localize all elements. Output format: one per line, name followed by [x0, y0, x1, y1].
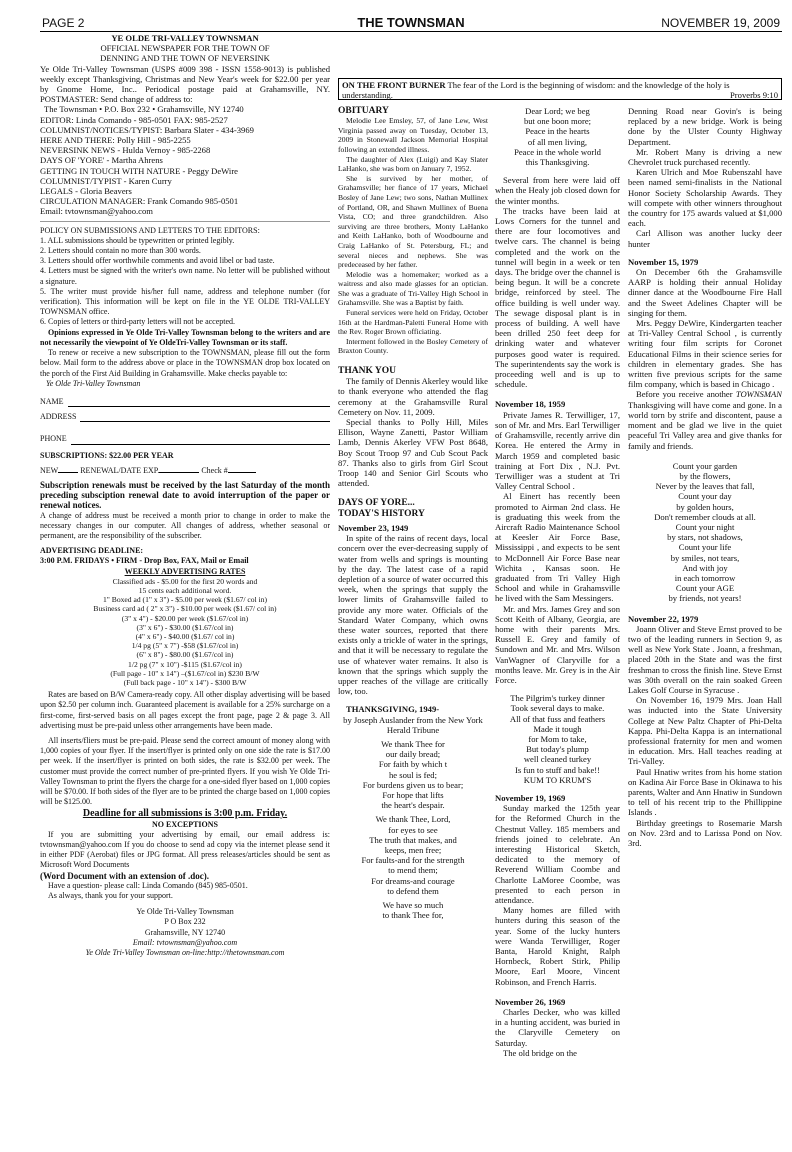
issue-date: NOVEMBER 19, 2009 — [661, 16, 780, 30]
ad-rate: Business card ad ( 2" x 3") - $10.00 per week ($1.67/ col in) — [93, 604, 277, 614]
ad-rate: 1/2 pg (7" x 10") -$115 ($1.67/col in) — [128, 659, 242, 669]
thanksgiving-poem-cont — [495, 106, 620, 167]
col4-para: Mr. Robert Many is driving a new Chevrolet truck purchased recently. — [628, 146, 782, 168]
form-phone-line[interactable] — [71, 436, 330, 445]
page-number: PAGE 2 — [42, 16, 85, 30]
policy-item: 2. Letters should contain no more than 300 words. — [40, 246, 201, 256]
staff-line: EDITOR: Linda Comando - 985-0501 FAX: 985-2527 — [40, 114, 228, 125]
footer-website[interactable]: Ye Olde Tri-Valley Townsman on-line:http://thetownsman.com — [85, 948, 285, 958]
ad-rate: 1" Boxed ad (1" x 3") - $5.00 per week ($1.67/ col in) — [102, 595, 268, 605]
poem-line: The Pilgrim's turkey dinner — [510, 693, 605, 704]
poem-line: The truth that makes, and — [369, 834, 457, 845]
obituary-para: The daughter of Alex (Luigi) and Kay Slater LaHanko, she was born on January 7, 1952. — [338, 154, 488, 174]
address-change-notice: A change of address must be received a month prior to change in order to make the necessary changes in our computer. All changes of address, whether seasonal or permanent, are the responsibility of the subscriber. — [40, 510, 330, 540]
ad-rates-list — [40, 577, 330, 687]
poem-line: well cleaned turkey — [523, 754, 592, 765]
poem-line: Count your AGE — [675, 583, 735, 594]
camera-ready-note: Rates are based on B/W Camera-ready copy. All other display advertising will be based upon $2.50 per column inch. Guaranteed placement is available for a 25% surcharge on a first-come, first-served basis on all pages except the front page, page 2 & page 3. All advertising must be pre-paid unless other arrangements have been made. — [40, 690, 330, 730]
thanks-line: As always, thank you for your support. — [48, 891, 173, 901]
obituary-para: Interment followed in the Bosley Cemetery of Braxton County. — [338, 336, 488, 356]
policy-item: 4. Letters must be signed with the writer's own name. No letter will be published without a signature. — [40, 266, 330, 286]
poem-line: he soul is fed; — [389, 769, 437, 780]
poem-line: Is fun to stuff and bake!! — [514, 764, 601, 775]
col3-para: Many homes are filled with hunters during this season of the year. Some of the lucky hunters were Wanda Terwilliger, Roger Banta, Harold Knight, Ralph Hornbeck, Robert Stirk, Philip Moore, Earl Moore, Vincent Robinson, and French Harris. — [495, 905, 620, 987]
col4-para: Mrs. Peggy DeWire, Kindergarten teacher at Tri-Valley Central School , is currently writing four film scripts for Coronet Educational Films in their science series for children in elementary grades. She has written five previous scripts for the same film company, which is based in Chicago . — [628, 318, 782, 390]
poem-line: our daily bread; — [385, 749, 441, 760]
ad-rate: (3" x 4") - $20.00 per week ($1.67/col in) — [121, 613, 249, 623]
poem-line: For dreams-and courage — [371, 875, 455, 886]
count-poem — [628, 461, 782, 604]
ad-rate: 15 cents each additional word. — [138, 585, 232, 595]
policy-item: 3. Letters should offer worthwhile comments and avoid libel or bad taste. — [40, 256, 275, 266]
poem-line: but one boon more; — [523, 116, 592, 127]
col4-para: Joann Oliver and Steve Ernst proved to be two of the leading runners in Section 9, as well as New York State . Joann, a freshman, placed 20th in the State and was the first freshman to cross the finish line. Steve Ernst was 30th overall on the rain soaked Green Lakes Golf Course in Syracuse . — [628, 623, 782, 695]
policy-item: 5. The writer must provide his/her full name, address and telephone number (for verification). This information will be kept on file in the YE OLDE TRI-VALLEY TOWNSMAN office. — [40, 286, 330, 317]
col4-para: Birthday greetings to Rosemarie Marsh on Nov. 23rd and to Larissa Pond on Nov. 3rd. — [628, 817, 782, 849]
obituary-body — [338, 116, 488, 356]
yore-title: DAYS OF YORE... — [338, 498, 415, 509]
ad-rate: (6" x 8") - $80.00 ($1.67/col in) — [136, 650, 234, 660]
payable-to: Ye Olde Tri-Valley Townsman — [46, 378, 141, 388]
poem-line: And with joy — [682, 562, 728, 573]
deadline-all: Deadline for all submissions is 3:00 p.m. Friday. — [82, 808, 288, 820]
poem-line: the heart's despair. — [381, 800, 445, 811]
masthead-column — [40, 33, 330, 958]
poem-line: Count your day — [678, 491, 732, 502]
col4-para: On November 16, 1979 Mrs. Joan Hall was inducted into the State University College at New Paltz Chapter of Phi-Delta Kappa. Phi-Delta Kappa is an international professional fraternity for men and women in education. Mrs. Hall teaches reading at Tri-Valley. — [628, 695, 782, 767]
history-column-2 — [628, 106, 782, 848]
col3-date: November 19, 1969 — [495, 793, 566, 803]
poem-line: Made it tough — [533, 723, 582, 734]
turkey-poem — [495, 693, 620, 785]
front-burner-box — [338, 78, 782, 100]
form-address-label: ADDRESS — [40, 412, 77, 422]
poem-line: For hope that lifts — [382, 789, 444, 800]
ad-rate: (Full back page - 10" x 14") - $300 B/W — [123, 677, 247, 687]
masthead-sub1: OFFICIAL NEWSPAPER FOR THE TOWN OF — [100, 43, 270, 54]
col4-para: Denning Road near Govin's is being replaced by a new bridge. Work is being done by the Ulster County Highway Department. — [628, 106, 782, 147]
col4-text: Thanksgiving will have come and gone. In a world torn by strife and discontent, pause a moment and be glad we live in the quiet peaceful Tri Valley area and give thanks for family and friends. — [628, 399, 782, 451]
staff-line: COLUMNIST/TYPIST - Karen Curry — [40, 175, 172, 186]
poem-line: by friends, not years! — [668, 593, 742, 604]
poem-line: by stars, not shadows, — [667, 532, 743, 543]
form-name-label: NAME — [40, 396, 64, 406]
obituary-para: Melodie Lee Emsley, 57, of Jane Lew, West Virginia passed away on Tuesday, October 13, 2009 in Stonewall Jackson Memorial Hospital following an extended illness. — [338, 116, 488, 154]
poem-line: for Mom to take, — [528, 733, 587, 744]
poem-line: by smiles, not tears, — [670, 552, 740, 563]
staff-list — [40, 115, 330, 217]
staff-line: LEGALS - Gloria Beavers — [40, 186, 132, 197]
col3-para: The old bridge on the — [503, 1047, 577, 1058]
poem-line: by golden hours, — [676, 501, 734, 512]
question-line: Have a question- please call: Linda Comando (845) 985-0501. — [48, 880, 248, 890]
ad-deadline: 3:00 P.M. FRIDAYS • FIRM - Drop Box, FAX, Mail or Email — [40, 556, 249, 566]
staff-line: NEVERSINK NEWS - Hulda Vernoy - 985-2268 — [40, 145, 211, 156]
poem-line: Peace in the hearts — [525, 126, 590, 137]
footer-line: Grahamsville, NY 12740 — [144, 927, 226, 937]
col4-para: Paul Hnatiw writes from his home station on Kadina Air Force Base in Okinawa to his parents, Walter and Ann Hnatiw in Sundown to tell of his recent trip to the Phillippine Islands . — [628, 766, 782, 818]
thanksgiving-poem — [338, 739, 488, 920]
poem-line: But today's plump — [526, 744, 589, 755]
poem-line: Count your life — [678, 542, 732, 553]
masthead-sub2: DENNING AND THE TOWN OF NEVERSINK — [100, 53, 270, 64]
front-burner-ref: Proverbs 9:10 — [730, 90, 778, 100]
col3-para: Several from here were laid off when the Healy job closed down for the winter months. — [495, 175, 620, 206]
col3-para: The tracks have been laid at Lows Corners for the tunnel and there are four locomotives and twelve cars. The channel is being completed and the work on the tunnel will begin in a week or ten days. The bridge over the channel is being begun. It will be a concrete bridge, reinforced by steel. The office building is well under way. The sewage disposal plant is in process of building. A well have been drilled 250 feet deep for drinking water and whatever purposes good water is required. The superintendents say the work is proceeding well and is up to schedule. — [495, 205, 620, 390]
policy-item: 6. Copies of letters or third-party letters will not be accepted. — [40, 317, 236, 327]
ad-rates-title: WEEKLY ADVERTISING RATES — [124, 566, 246, 576]
footer-line: P O Box 232 — [164, 917, 206, 927]
ad-rate: (4" x 6") - $40.00 ($1.67/ col in) — [135, 631, 235, 641]
inserts-note: All inserts/fliers must be pre-paid. Please send the correct amount of money along with 1,000 copies of your flyer. If the insert/flyer is printed only on one side the rate is $17.00 per week. If the insert/flyer is printed on both sides, the rate is $32.00 per week. The customer must provide the correct number of pre-printed flyers. If you wish Ye Olde Tri-Valley Townsman to print the flyers the charge for a one-sided flyer based on 1,000 copies will be $70.00. If both sides of the flyer are to be printed the charge based on 1,000 copies will be $125.00. — [40, 736, 330, 807]
poem-line: in each tomorrow — [674, 572, 736, 583]
form-check-label: Check # — [201, 465, 228, 475]
col4-para: Karen Ulrich and Moe Rubenszahl have been named semi-finalists in the National Honor Society Scholarship Awards. They will compete with other winners throughout the country for 175 awards valued at $1,000 each. — [628, 167, 782, 229]
history-column — [495, 106, 620, 1058]
masthead-para: Ye Olde Tri-Valley Townsman (USPS #009 398 - ISSN 1558-9013) is published weekly except Thanksgiving, Christmas and New Year's week for $22.00 per year by Gnome Home, Inc.. Periodical postage paid at Grahamsville, NY. POSTMASTER: Send change of address to: — [40, 63, 330, 105]
divider — [40, 221, 330, 222]
col3-para: Sunday marked the 125th year for the Reformed Church in the Chestnut Valley. 185 members and friends joined to celebrate. An interesting Historical Sketch, dedicated to the memory of Reverend William Coombe and Charlotte LaMoree Coombe, was presented to each person in attendance. — [495, 803, 620, 906]
staff-line: GETTING IN TOUCH WITH NATURE - Peggy DeWire — [40, 165, 238, 176]
poem-line: Count your night — [675, 521, 735, 532]
ad-rate: 1/4 pg (5" x 7") -$58 ($1.67/col in) — [131, 641, 239, 651]
col3-para: Al Einert has recently been promoted to Airman 2nd class. He is graduating this week from the Aircraft Radio Maintenance School at Keesler Air Force Base, Mississippi , and expects to be sent to McDonnell Air Force Base near Wichita , Kansas soon. He graduated from Tri Valley High School and while in Grahamsville he lived with the Sam Messingers. — [495, 491, 620, 604]
thank-you-para: The family of Dennis Akerley would like to thank everyone who attended the flag ceremony at the Grahamsville Rural Cemetery on Nov. 11, 2009. — [338, 376, 488, 417]
policy-item: 1. ALL submissions should be typewritten or printed legibly. — [40, 235, 235, 245]
no-exceptions: NO EXCEPTIONS — [151, 819, 218, 829]
obituary-para: Funeral services were held on Friday, October 16th at the Hardman-Paletti Funeral Home with the Rev. Roger Brown officiating. — [338, 308, 488, 337]
poem-line: Never by the leaves that fall, — [655, 481, 755, 492]
col4-text: Before you receive another — [636, 389, 733, 400]
opinion-notice: Opinions expressed in Ye Olde Tri-Valley Townsman belong to the writers and are not necessarily the viewpoint of Ye OldeTri-Valley Townsman or its staff. — [40, 327, 330, 347]
col3-para: Private James R. Terwilliger, 17, son of Mr. and Mrs. Earl Terwilliger of Grahamsville, recently arrive din Korea. He entered the Army in March 1959 and completed basic training at Fort Dix , N.J. Pvt. Terwilliger was a student at Tri Valley Central School . — [495, 409, 620, 492]
poem-line: For faults-and for the strength — [361, 855, 465, 866]
col3-date: November 18, 1959 — [495, 399, 566, 410]
poem-line: We thank Thee, Lord, — [375, 814, 451, 825]
poem-line: For burdens given us to bear; — [362, 779, 464, 790]
yore-subtitle: TODAY'S HISTORY — [338, 508, 425, 519]
col3-date: November 26, 1969 — [495, 996, 566, 1007]
yore-date: November 23, 1949 — [338, 522, 409, 533]
poem-line: this Thanksgiving. — [525, 157, 590, 168]
poem-line: to thank Thee for, — [382, 910, 444, 921]
obituary-column — [338, 106, 488, 920]
form-phone-row — [40, 434, 330, 444]
poem-line: of all men living, — [527, 136, 588, 147]
staff-email: Email: tvtownsman@yahoo.com — [40, 206, 153, 217]
poem-line: Peace in the whole world — [514, 146, 601, 157]
form-phone-label: PHONE — [40, 434, 67, 444]
ad-rate: (3" x 6") - $30.00 ($1.67/col in) — [136, 622, 234, 632]
col3-para: Mr. and Mrs. James Grey and son Scott Keith of Albany, Georgia, are home with their parents Mrs. Russell E. Grey and family of Sundown and Mr. and Mrs. Wilson VanWagner of Claryville for a months leave. Mr. Grey is in the Air Force. — [495, 603, 620, 685]
paper-title: THE TOWNSMAN — [357, 15, 465, 30]
form-address-line[interactable] — [80, 413, 330, 422]
poem-line: Dear Lord; we beg — [525, 106, 590, 116]
thank-you-para: Special thanks to Polly Hill, Miles Ellison, Wayne Zanetti, Pastor William Lamb, Dennis Akerley VFW Post 8648, Boy Scout Troop 97 and Cub Scout Pack 87. Thanks also to girls from Girl Scout Troop 140 and Senior Girl Scouts who attended. — [338, 417, 488, 489]
policy-title: POLICY ON SUBMISSIONS AND LETTERS TO THE EDITORS: — [40, 225, 260, 235]
renewal-notice: Subscription renewals must be received by the last Saturday of the month preceding subsciption renewal date to avoid interruption of the paper or renewal notices. — [40, 479, 330, 511]
page-header — [40, 16, 782, 32]
footer-email[interactable]: Email: tvtownsman@yahoo.com — [132, 937, 238, 947]
col4-date: November 22, 1979 — [628, 613, 699, 624]
ad-rate: Classified ads - $5.00 for the first 20 words and — [112, 576, 258, 586]
masthead-name: YE OLDE TRI-VALLEY TOWNSMAN — [111, 33, 259, 43]
poem-line: KUM TO KRUM'S — [523, 774, 592, 785]
form-new-label: NEW — [40, 465, 59, 475]
poem-line: to defend them — [387, 885, 439, 896]
ad-rate: (Full page - 10" x 14") –($1.67/col in) $230 B/W — [110, 668, 260, 678]
col4-date: November 15, 1979 — [628, 256, 699, 267]
col4-para: Carl Allison was another lucky deer hunter — [628, 228, 782, 249]
col4-townsman: TOWNSMAN — [735, 389, 782, 400]
thank-you-title: THANK YOU — [338, 366, 396, 377]
form-renewal-row — [40, 466, 330, 476]
poem-line: by the flowers, — [679, 470, 731, 481]
form-name-row — [40, 397, 330, 407]
poem-line: We have so much — [382, 900, 444, 910]
thanksgiving-byline: by Joseph Auslander from the New York Herald Tribune — [343, 714, 483, 735]
front-burner-text: The fear of the Lord is the beginning of wisdom: and the knowledge of the holy is understanding. — [342, 80, 730, 100]
col3-para: Charles Decker, who was killed in a hunting accident, was buried in the Claryville Cemetery on Saturday. — [495, 1007, 620, 1048]
footer-address — [40, 907, 330, 958]
poem-line: keeps, men free; — [384, 844, 442, 855]
staff-line: CIRCULATION MANAGER: Frank Comando 985-0501 — [40, 196, 239, 207]
poem-line: Don't remember clouds at all. — [654, 511, 756, 522]
poem-line: for eyes to see — [388, 824, 438, 835]
subscription-price: SUBSCRIPTIONS: $22.00 PER YEAR — [40, 450, 174, 460]
renew-instructions: To renew or receive a new subscription to the TOWNSMAN, please fill out the form below. Mail form to the address above or place in the TOWNSMAN drop box located on the porch of the First Aid Building in Grahamsville. Make checks payable to: — [40, 348, 330, 378]
footer-line: Ye Olde Tri-Valley Townsman — [136, 907, 234, 917]
poem-line: Took several days to make. — [510, 703, 605, 714]
masthead-address: The Townsman • P.O. Box 232 • Grahamsville, NY 12740 — [44, 104, 244, 115]
col4-para — [628, 389, 782, 450]
poem-line: to mend them; — [388, 865, 438, 876]
col4-para: On December 6th the Grahamsville AARP is holding their annual Holiday dinner dance at the Woodbourne Fire Hall and the Sweet Adelines Chapter will be singing for them. — [628, 267, 782, 318]
yore-para: In spite of the rains of recent days, local concern over the ever-decreasing supply of water from wells and springs is mounting by the day. The latest case of a rapid depletion of a source of water occurred this week, when the springs that supply the lower limits of Grahamsville failed to provide any more water. Officials of the Standard Water Company, which owns these water sources, reported that there exists only a trickle of water in the springs, and that it will be necessary to regulate the use of whatever water remains. It also is known that the springs which supply the upper reaches of the village are critically low, too. — [338, 533, 488, 697]
poem-line: All of that fuss and feathers — [509, 713, 606, 724]
word-doc-note: (Word Document with an extension of .doc). — [40, 870, 209, 881]
obituary-title: OBITUARY — [338, 106, 389, 116]
obituary-para: Melodie was a homemaker; worked as a waitress and also made glasses for an optician. She was a graduate of Tri-Valley High School in Grahamsville. She was a Baptist by faith. — [338, 269, 488, 308]
email-note: If you are submitting your advertising by email, our email address is: tvtownsman@yahoo.com If you do choose to send ad copy via the internet please send it in either PDF (Aerobat) files or JPG format. All press releases/articles should be sent as Microsoft Word Documents — [40, 829, 330, 870]
staff-line: DAYS OF 'YORE' - Martha Ahrens — [40, 155, 163, 166]
thanksgiving-title: THANKSGIVING, 1949- — [346, 704, 440, 715]
form-renewal-label: RENEWAL/DATE EXP. — [80, 465, 160, 475]
staff-line: HERE AND THERE: Polly Hill - 985-2255 — [40, 135, 191, 146]
form-address-row — [40, 412, 330, 422]
obituary-para: She is survived by her mother, of Grahamsville; her fiance of 17 years, Michael Bosley of Jane Lew; two sons, Nathan Mullinex of Portland, OR, and Shawn Mullinex of Buena Vista, CO; and three grandchildren. Also surviving are three brothers, Monty LaHanko and Keith LaHanko, both of Woodbourne and Craig LaHanko of St. Petersburg, FL; and several nieces and nephews. She was predeceased by her father. — [338, 173, 488, 270]
poem-line: For faith by which t — [378, 759, 448, 770]
poem-line: We thank Thee for — [381, 738, 445, 749]
ad-deadline-title: ADVERTISING DEADLINE: — [40, 546, 144, 556]
form-name-line[interactable] — [68, 398, 330, 407]
poem-line: Count your garden — [672, 460, 738, 471]
front-burner-label: ON THE FRONT BURNER — [342, 80, 446, 90]
staff-line: COLUMNIST/NOTICES/TYPIST: Barbara Slater - 434-3969 — [40, 124, 254, 135]
